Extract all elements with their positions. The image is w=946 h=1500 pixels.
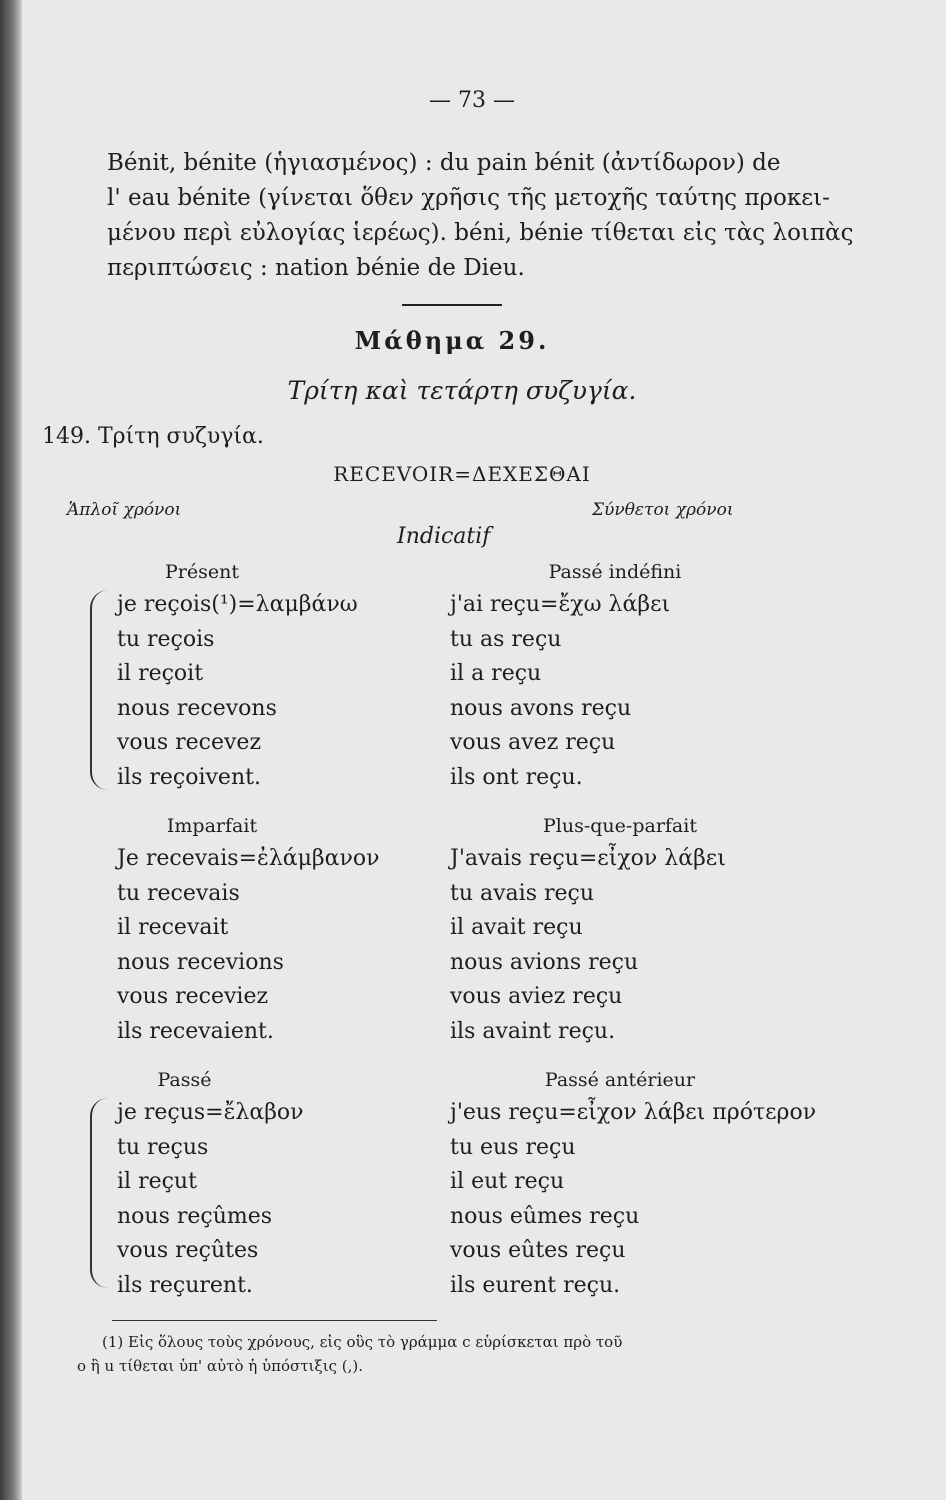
conjugation-line: vous eûtes reçu	[450, 1238, 626, 1263]
intro-line: περιπτώσεις : nation bénie de Dieu.	[107, 255, 525, 281]
conjugation-line: vous recevez	[117, 730, 262, 755]
conjugation-line: nous avons reçu	[450, 695, 632, 721]
conjugation-line: tu reçus	[117, 1134, 209, 1160]
conjugation-line: il recevait	[117, 915, 229, 940]
conjugation-line: vous receviez	[117, 984, 269, 1009]
conjugation-line: il a reçu	[450, 661, 542, 686]
conjugation-line: J'avais reçu=εἶχον λάβει	[450, 846, 726, 871]
tense-name: Passé indéfini	[548, 561, 682, 583]
conjugation-line: nous recevions	[117, 949, 284, 975]
conjugation-line: il avait reçu	[450, 915, 583, 940]
conjugation-line: ils avaint reçu.	[450, 1018, 616, 1044]
tense-block-passe	[117, 1064, 447, 1303]
intro-line: l' eau bénite (γίνεται ὅθεν χρῆσις τῆς μετοχῆς ταύτης προκει-	[107, 185, 830, 211]
book-page	[22, 0, 946, 1500]
verb-heading: RECEVOIR=ΔΕΧΕΣΘΑΙ	[333, 462, 591, 486]
conjugation-line: vous avez reçu	[450, 730, 616, 755]
conjugation-line: tu reçois	[117, 626, 215, 652]
conjugation-line: ils reçoivent.	[117, 764, 261, 790]
simple-tenses-header: Ἁπλοῖ χρόνοι	[67, 500, 182, 520]
conjugation-line: vous reçûtes	[117, 1238, 259, 1263]
compound-tenses-header: Σύνθετοι χρόνοι	[592, 500, 734, 520]
tense-name: Passé	[157, 1069, 212, 1091]
conjugation-line: tu eus reçu	[450, 1134, 576, 1160]
intro-line: μένου περὶ εὐλογίας ἱερέως). béni, bénie τίθεται εἰς τὰς λοιπὰς	[107, 220, 854, 246]
section-divider	[402, 304, 502, 306]
conjugation-line: ils eurent reçu.	[450, 1272, 621, 1298]
conjugation-line: il reçut	[117, 1169, 197, 1194]
conjugation-line: ils ont reçu.	[450, 764, 583, 790]
page-number: — 73 —	[429, 88, 515, 113]
conjugation-line: je reçus=ἔλαβον	[117, 1100, 304, 1125]
brace-decoration	[90, 590, 114, 790]
conjugation-line: il eut reçu	[450, 1169, 565, 1194]
conjugation-line: tu avais reçu	[450, 880, 595, 906]
footnote	[62, 1330, 882, 1378]
tense-name: Passé antérieur	[544, 1069, 696, 1091]
book-spine-shadow	[0, 0, 22, 1500]
conjugation-line: ils reçurent.	[117, 1272, 253, 1298]
conjugation-line: nous reçûmes	[117, 1203, 273, 1229]
tense-name: Imparfait	[166, 815, 258, 837]
conjugation-line: j'ai reçu=ἔχω λάβει	[450, 592, 671, 617]
footnote-rule	[112, 1320, 437, 1321]
conjugation-line: vous aviez reçu	[450, 984, 623, 1009]
intro-line: Bénit, bénite (ἡγιασμένος) : du pain bénit (ἀντίδωρον) de	[107, 150, 781, 176]
conjugation-line: je reçois(¹)=λαμβάνω	[117, 592, 358, 617]
conjugation-line: il reçoit	[117, 661, 204, 686]
tense-name: Présent	[165, 561, 239, 583]
tense-block-present	[117, 556, 447, 795]
footnote-line: o ἢ u τίθεται ὑπ' αὐτὸ ἡ ὑπόστιξις (,).	[77, 1357, 363, 1375]
brace-decoration	[90, 1098, 114, 1288]
mood-label: Indicatif	[397, 524, 491, 549]
tense-block-passe-anterieur	[450, 1064, 870, 1303]
lesson-subtitle: Τρίτη καὶ τετάρτη συζυγία.	[287, 376, 637, 405]
tense-name: Plus-que-parfait	[543, 815, 697, 837]
tense-block-imparfait	[117, 810, 447, 1049]
conjugation-line: nous recevons	[117, 695, 277, 721]
conjugation-line: nous eûmes reçu	[450, 1203, 640, 1229]
footnote-line: (1) Εἰς ὅλους τοὺς χρόνους, εἰς οὓς τὸ γράμμα c εὑρίσκεται πρὸ τοῦ	[102, 1333, 623, 1351]
conjugation-line: ils recevaient.	[117, 1018, 274, 1044]
tense-block-plus-que-parfait	[450, 810, 870, 1049]
conjugation-line: Je recevais=ἐλάμβανον	[117, 846, 380, 871]
conjugation-line: nous avions reçu	[450, 949, 639, 975]
section-label: 149. Τρίτη συζυγία.	[42, 424, 264, 449]
conjugation-line: tu as reçu	[450, 626, 562, 652]
conjugation-line: j'eus reçu=εἶχον λάβει πρότερον	[450, 1100, 817, 1125]
tense-block-passe-indefini	[450, 556, 870, 795]
conjugation-line: tu recevais	[117, 880, 240, 906]
intro-paragraph	[107, 146, 867, 286]
lesson-title: Μάθημα 29.	[354, 326, 550, 355]
